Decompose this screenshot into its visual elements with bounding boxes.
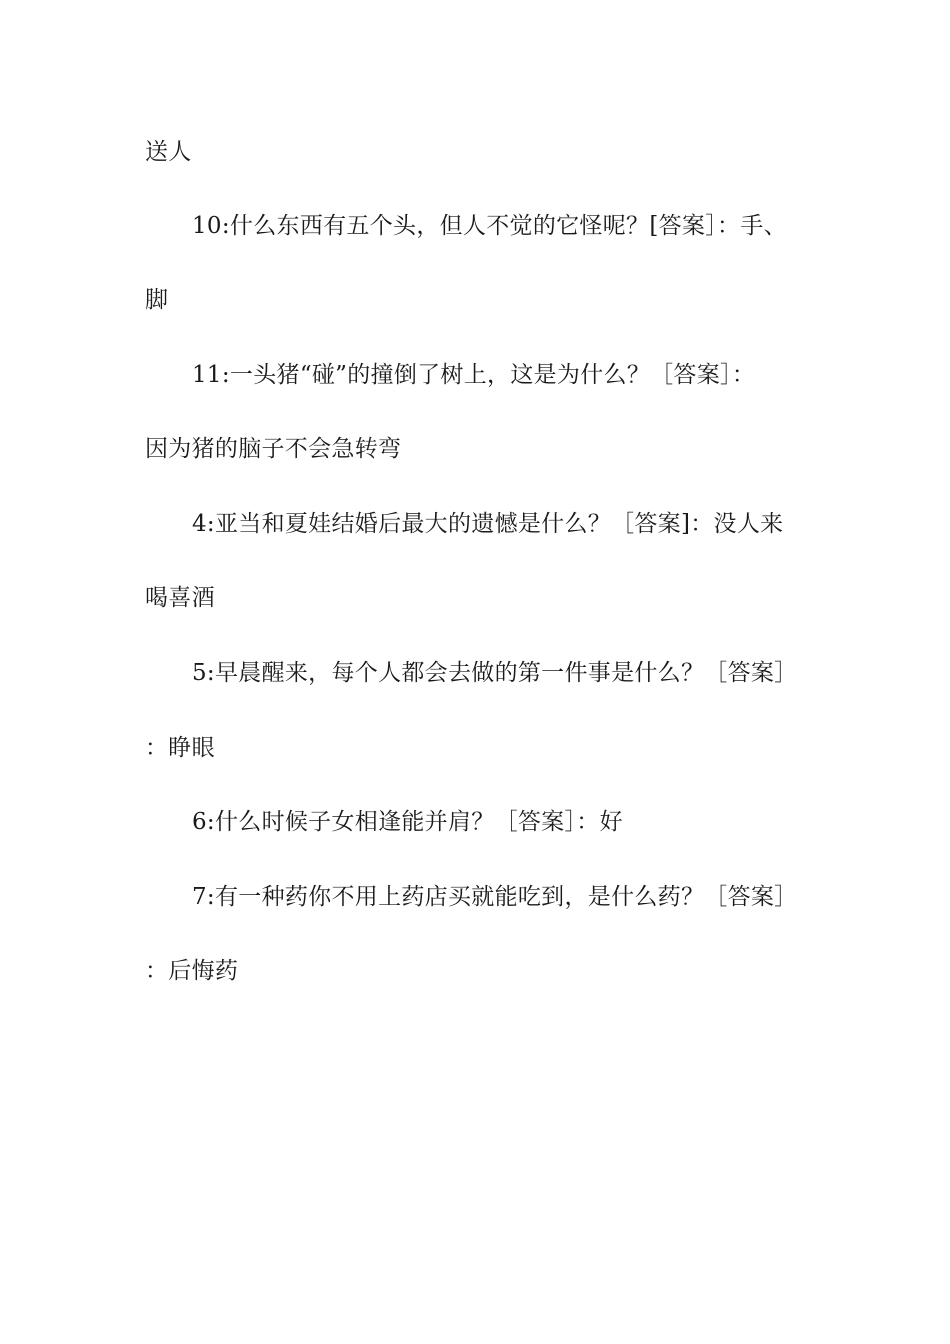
riddle-5-answer: ：睁眼 bbox=[145, 735, 215, 761]
riddle-11-answer: 因为猪的脑子不会急转弯 bbox=[145, 436, 402, 462]
riddle-4-answer: 喝喜酒 bbox=[145, 585, 215, 611]
riddle-7-question: 7:有一种药你不用上药店买就能吃到，是什么药？［答案］ bbox=[192, 884, 798, 910]
riddle-10-question: 10:什么东西有五个头，但人不觉的它怪呢？[答案］：手、 bbox=[192, 213, 787, 239]
riddle-6-question: 6:什么时候子女相逢能并肩？［答案］：好 bbox=[192, 809, 623, 835]
riddle-7-answer: ：后悔药 bbox=[145, 958, 239, 984]
text-line: 脚 bbox=[145, 287, 169, 313]
text-line: 送人 bbox=[145, 139, 192, 165]
riddle-4-question: 4:亚当和夏娃结婚后最大的遗憾是什么？［答案]：没人来 bbox=[192, 511, 784, 537]
riddle-11-question: 11:一头猪“碰”的撞倒了树上，这是为什么？［答案］： bbox=[192, 362, 756, 388]
riddle-5-question: 5:早晨醒来，每个人都会去做的第一件事是什么？［答案］ bbox=[192, 660, 798, 686]
